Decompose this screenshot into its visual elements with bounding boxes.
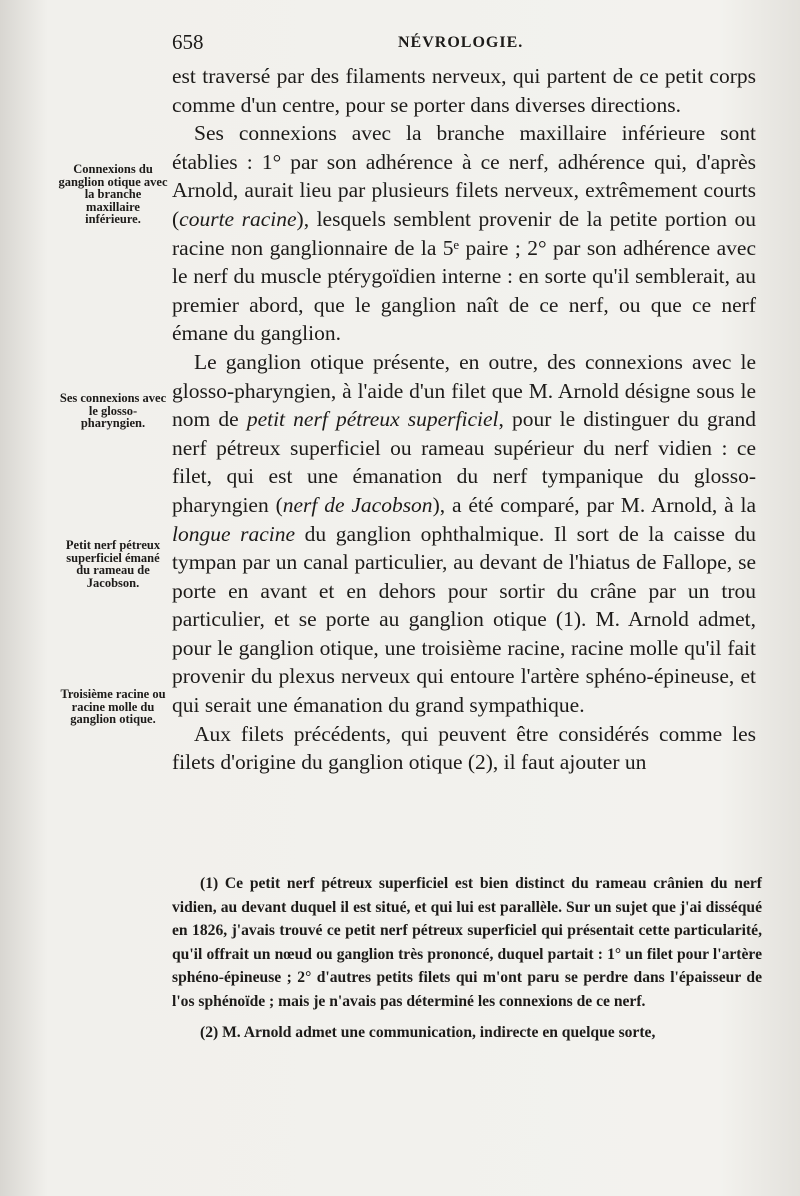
sidenote-troisieme-racine: Troisième racine ou racine molle du ganglion otique. <box>60 687 166 726</box>
main-text <box>172 62 756 777</box>
footnotes <box>172 872 762 1045</box>
page-header <box>0 30 800 60</box>
paragraph-filets-origine: Aux filets précédents, qui peuvent être considérés comme les filets d'origine du ganglion otique (2), il faut ajouter un <box>172 721 756 775</box>
italic-term: longue racine <box>172 521 296 546</box>
italic-term: courte racine <box>179 206 297 231</box>
paragraph-continuation: est traversé par des filaments nerveux, qui partent de ce petit corps comme d'un centre, pour se porter dans diverses directions. <box>172 64 756 117</box>
footnote-2: (2) M. Arnold admet une communication, indirecte en quelque sorte, <box>200 1024 656 1041</box>
italic-term: petit nerf pétreux superficiel <box>246 407 499 432</box>
italic-term: nerf de Jacobson <box>282 492 433 517</box>
sidenote-connexions-maxillaire: Connexions du ganglion otique avec la branche maxillaire inférieure. <box>58 162 168 226</box>
sidenote-connexions-glosso-pharyngien: Ses connexions avec le glosso-pharyngien. <box>59 391 167 430</box>
sidenote-petit-nerf-petreux: Petit nerf pétreux superficiel émané du rameau de Jacobson. <box>65 538 161 590</box>
footnote-1: (1) Ce petit nerf pétreux superficiel est bien distinct du rameau crânien du nerf vidien, au devant duquel il est situé, et qui lui est parallèle. Sur un sujet que j'ai disséqué en 1826, j'avais trouvé ce petit nerf pétreux superficiel qui présentait cette particularité, qu'il offrait un nœud ou ganglion très prononcé, duquel partait : 1° un filet pour l'artère sphéno-épineuse ; 2° d'autres petits filets qui m'ont paru se perdre dans l'épaisseur de l'os sphénoïde ; mais je n'avais pas déterminé les connexions de ce nerf. <box>172 875 762 1010</box>
paragraph-connexions-glosso-pharyngien: Le ganglion otique présente, en outre, des connexions avec le glosso-pharyngien, à l'aide d'un filet que M. Arnold désigne sous le nom de petit nerf pétreux superficiel, pour le distinguer du grand nerf pétreux superficiel ou rameau supérieur du nerf vidien : ce filet, qui est une émanation du nerf tympanique du glosso-pharyngien (nerf de Jacobson), a été comparé, par M. Arnold, à la longue racine du ganglion ophthalmique. Il sort de la caisse du tympan par un canal particulier, au devant de l'hiatus de Fallope, se porte en avant et en dehors pour sortir du crâne par un trou particulier, et se porte au ganglion otique (1). M. Arnold admet, pour le ganglion otique, une troisième racine, racine molle qu'il fait provenir du plexus nerveux qui entoure l'artère sphéno-épineuse, et qui serait une émanation du grand sympathique. <box>172 349 756 718</box>
page-number: 658 <box>172 30 204 54</box>
paragraph-connexions-maxillaire: Ses connexions avec la branche maxillaire inférieure sont établies : 1° par son adhérence à ce nerf, adhérence qui, d'après Arnold, aurait lieu par plusieurs filets nerveux, extrêmement courts (courte racine), lesquels semblent provenir de la petite portion ou racine non ganglionnaire de la 5ᵉ paire ; 2° par son adhérence avec le nerf du muscle ptérygoïdien interne : en sorte qu'il semblerait, au premier abord, que le ganglion naît de ce nerf, ou que ce nerf émane du ganglion. <box>172 121 756 346</box>
running-title: NÉVROLOGIE. <box>398 34 524 51</box>
